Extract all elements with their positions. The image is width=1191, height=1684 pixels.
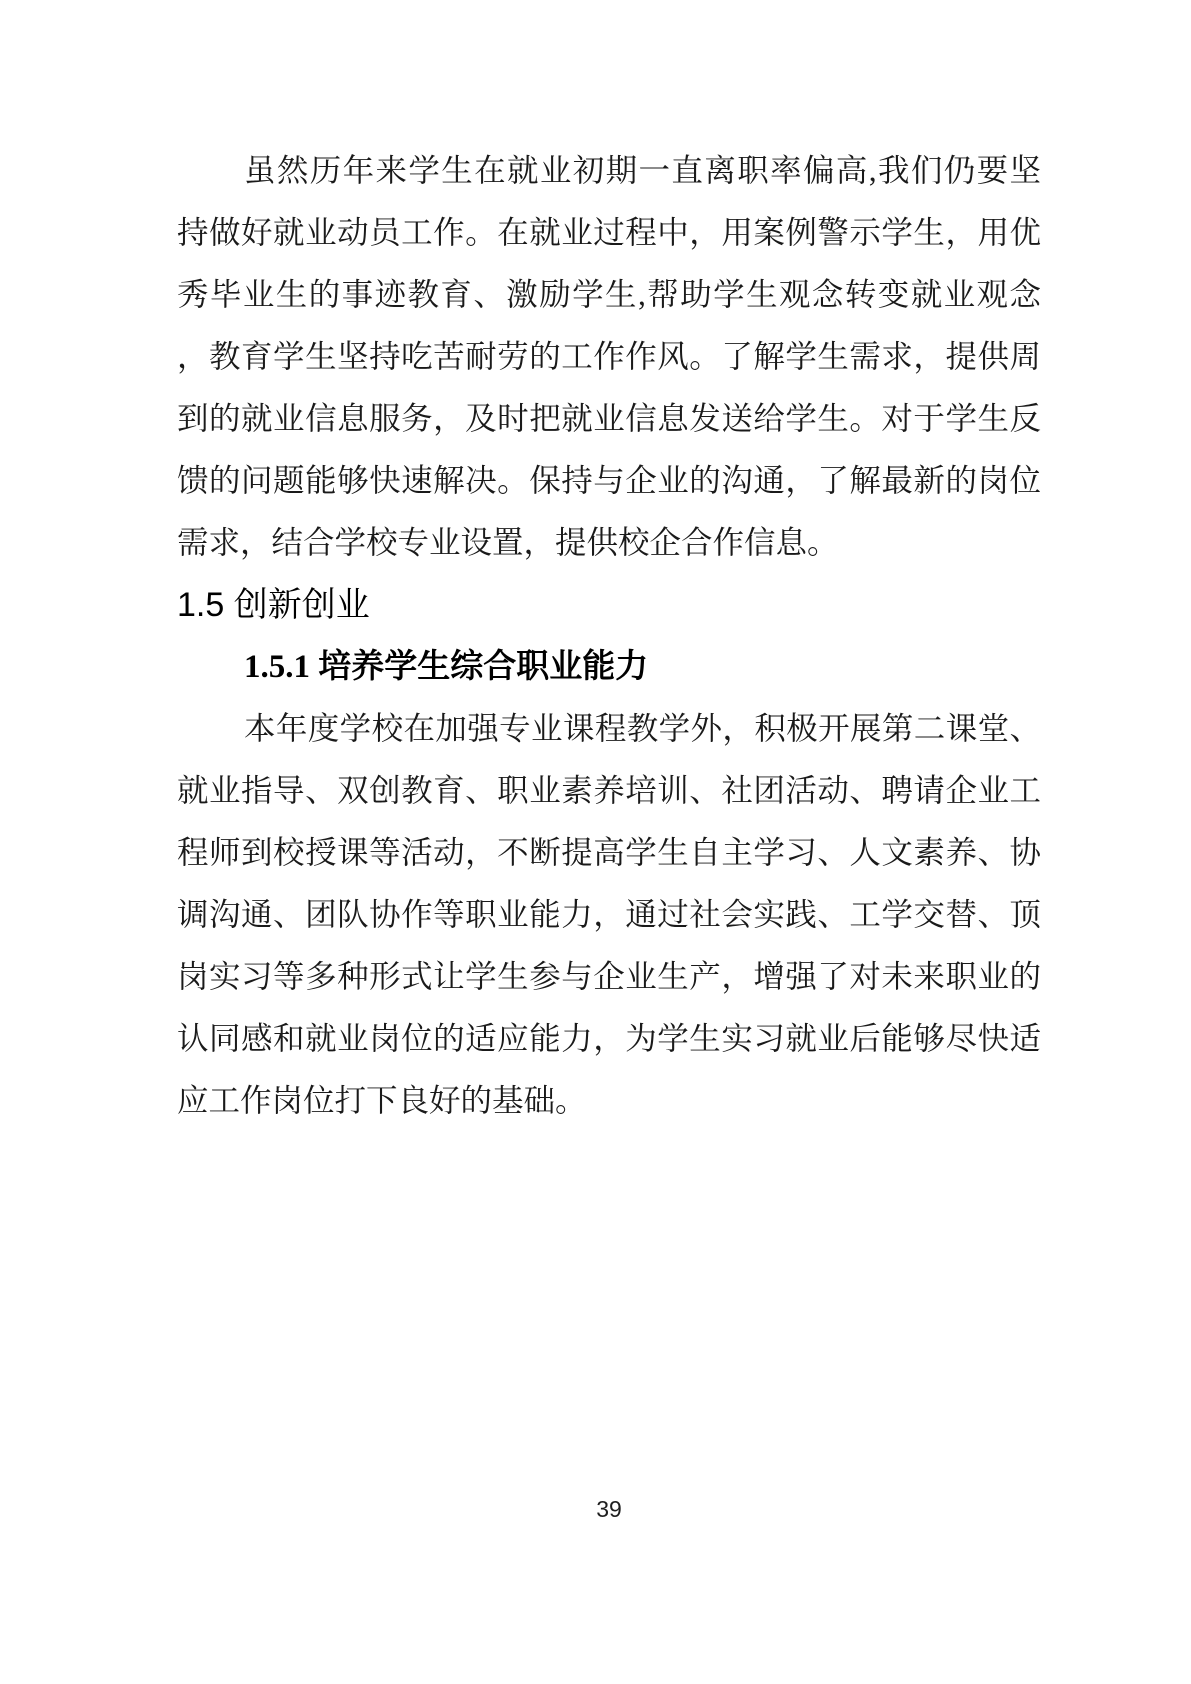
paragraph2-line: 程师到校授课等活动，不断提高学生自主学习、人文素养、协 — [177, 835, 1041, 870]
page-number: 39 — [596, 1496, 622, 1522]
paragraph1-line: 持做好就业动员工作。在就业过程中，用案例警示学生，用优 — [177, 215, 1041, 250]
paragraph1-line: 秀毕业生的事迹教育、激励学生,帮助学生观念转变就业观念 — [177, 277, 1041, 312]
paragraph1-line: 到的就业信息服务，及时把就业信息发送给学生。对于学生反 — [177, 401, 1041, 436]
subsection-heading-1-5-1: 1.5.1 培养学生综合职业能力 — [244, 649, 649, 685]
paragraph1-line: 需求，结合学校专业设置，提供校企合作信息。 — [177, 525, 839, 560]
paragraph2-line: 就业指导、双创教育、职业素养培训、社团活动、聘请企业工 — [177, 773, 1041, 808]
paragraph2-line: 本年度学校在加强专业课程教学外，积极开展第二课堂、 — [244, 711, 1041, 746]
text-block — [177, 140, 1041, 1132]
paragraph2-line: 岗实习等多种形式让学生参与企业生产，增强了对未来职业的 — [177, 959, 1041, 994]
paragraph1-line: 虽然历年来学生在就业初期一直离职率偏高,我们仍要坚 — [244, 153, 1041, 188]
section-heading-1-5: 1.5 创新创业 — [177, 586, 370, 624]
paragraph2-line: 调沟通、团队协作等职业能力，通过社会实践、工学交替、顶 — [177, 897, 1041, 932]
paragraph1-line: ，教育学生坚持吃苦耐劳的工作作风。了解学生需求，提供周 — [177, 339, 1041, 374]
paragraph2-line: 应工作岗位打下良好的基础。 — [177, 1083, 587, 1118]
paragraph2-line: 认同感和就业岗位的适应能力，为学生实习就业后能够尽快适 — [177, 1021, 1041, 1056]
paragraph1-line: 馈的问题能够快速解决。保持与企业的沟通，了解最新的岗位 — [177, 463, 1041, 498]
